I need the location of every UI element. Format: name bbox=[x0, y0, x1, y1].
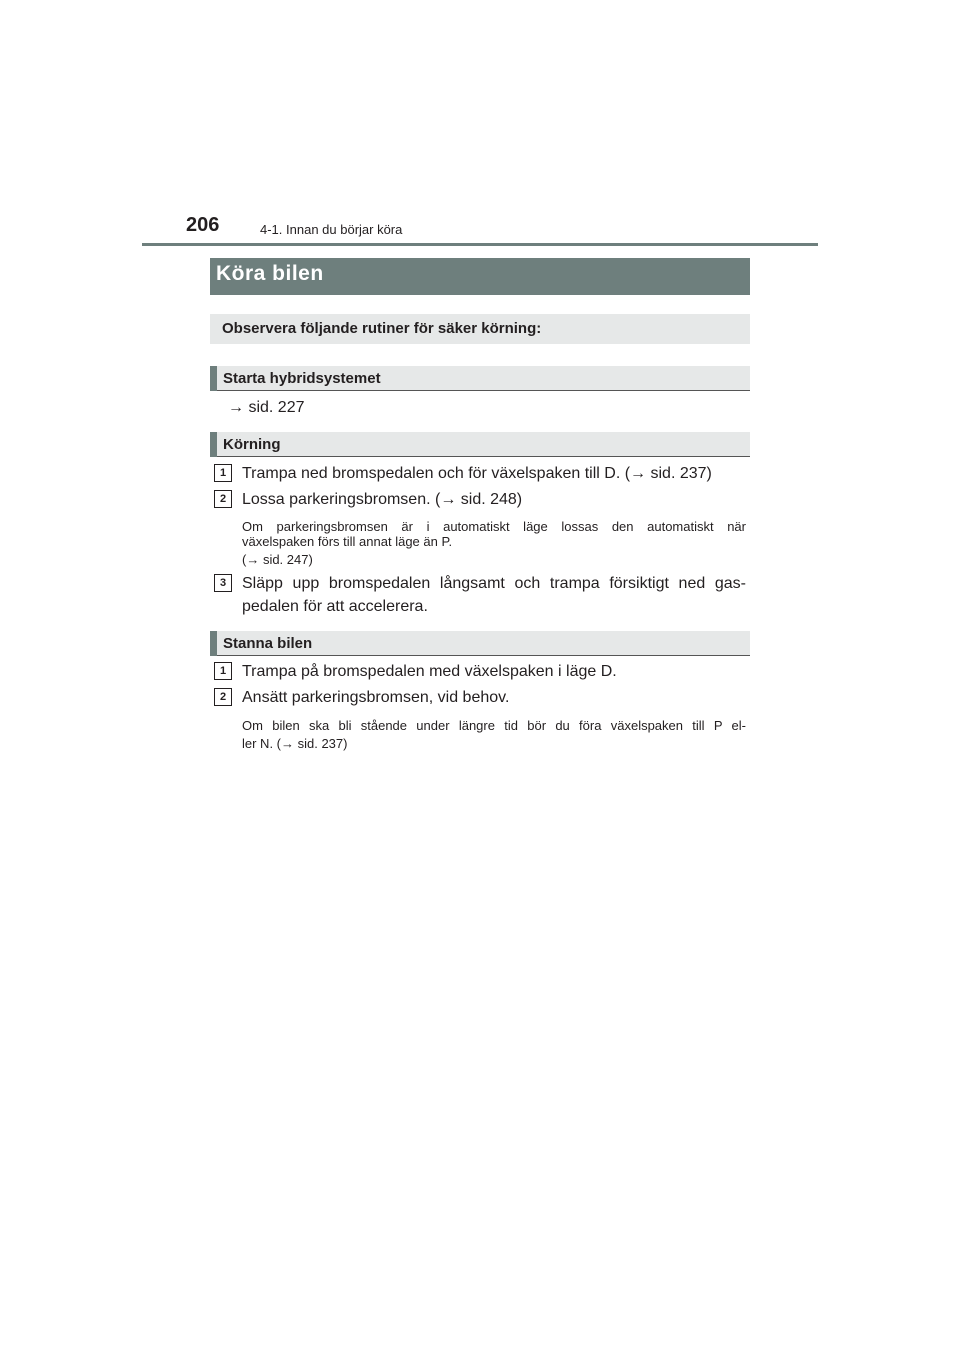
step-number: 1 bbox=[214, 662, 232, 680]
chapter-title: 4-1. Innan du börjar köra bbox=[260, 222, 403, 237]
step-note-line: Om bilen ska bli stående under längre tid bör du föra växelspaken till P el- bbox=[242, 718, 746, 733]
header-divider bbox=[142, 243, 818, 246]
step-note-line: ler N. (→ sid. 237) bbox=[242, 736, 348, 751]
step-text: Ansätt parkeringsbromsen, vid behov. bbox=[242, 689, 510, 706]
step-number: 1 bbox=[214, 464, 232, 482]
step-note-line: Om parkeringsbromsen är i automatiskt läge lossas den automatiskt när bbox=[242, 519, 746, 534]
page-reference: → sid. 227 bbox=[228, 399, 305, 416]
step-note-line: växelspaken förs till annat läge än P. bbox=[242, 534, 453, 549]
section-heading-label: Stanna bilen bbox=[223, 635, 313, 652]
section-heading-stop bbox=[210, 631, 750, 656]
step-text-line: Släpp upp bromspedalen långsamt och trampa försiktigt ned gas- bbox=[242, 575, 746, 592]
section-heading-driving bbox=[210, 432, 750, 457]
step-number: 2 bbox=[214, 688, 232, 706]
section-heading-start bbox=[210, 366, 750, 391]
step-number: 3 bbox=[214, 574, 232, 592]
step-number: 2 bbox=[214, 490, 232, 508]
section-accent bbox=[210, 432, 217, 457]
step-text: Trampa på bromspedalen med växelspaken i läge D. bbox=[242, 663, 617, 680]
section-accent bbox=[210, 366, 217, 391]
section-heading-label: Körning bbox=[223, 436, 281, 453]
step-text: Lossa parkeringsbromsen. (→ sid. 248) bbox=[242, 491, 523, 508]
section-accent bbox=[210, 631, 217, 656]
step-note-line: (→ sid. 247) bbox=[242, 552, 313, 567]
step-text: Trampa ned bromspedalen och för växelspaken till D. (→ sid. 237) bbox=[242, 465, 712, 482]
page-number: 206 bbox=[186, 214, 220, 236]
section-heading-label: Starta hybridsystemet bbox=[223, 370, 381, 387]
step-text-line: pedalen för att accelerera. bbox=[242, 598, 428, 615]
page-title: Köra bilen bbox=[216, 262, 324, 285]
intro-text: Observera följande rutiner för säker körning: bbox=[222, 320, 542, 337]
